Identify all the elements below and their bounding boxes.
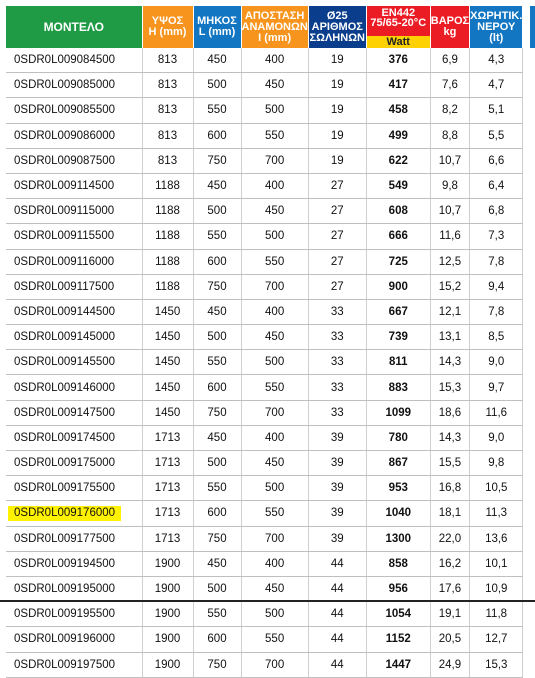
cell-tubes: 27: [308, 224, 366, 249]
cell-distance: 700: [241, 274, 308, 299]
cell-distance: 700: [241, 526, 308, 551]
cell-water: 10,1: [470, 551, 523, 576]
cell-water: 8,5: [470, 325, 523, 350]
cell-length: 500: [193, 325, 241, 350]
cell-length: 500: [193, 576, 241, 601]
table-row: [6, 123, 523, 148]
cell-model: 0SDR0L009147500: [6, 400, 142, 425]
cell-model: 0SDR0L009144500: [6, 299, 142, 324]
cell-tubes: 19: [308, 98, 366, 123]
cell-height: 1713: [142, 425, 193, 450]
table-row: [6, 400, 523, 425]
cell-water: 10,9: [470, 576, 523, 601]
cell-length: 500: [193, 73, 241, 98]
table-row: [6, 627, 523, 652]
cell-height: 1900: [142, 576, 193, 601]
cell-length: 600: [193, 501, 241, 526]
cell-height: 1713: [142, 476, 193, 501]
cell-model: 0SDR0L009145000: [6, 325, 142, 350]
cell-watt: 858: [366, 551, 430, 576]
cell-model: 0SDR0L009115500: [6, 224, 142, 249]
cell-length: 450: [193, 551, 241, 576]
cell-distance: 450: [241, 576, 308, 601]
col-header-water: ΧΩΡΗΤΙΚ. ΝΕΡΟΥ (lt): [470, 6, 523, 48]
cell-watt: 666: [366, 224, 430, 249]
cell-watt: 458: [366, 98, 430, 123]
cell-tubes: 27: [308, 173, 366, 198]
table-row: [6, 375, 523, 400]
cell-watt: 667: [366, 299, 430, 324]
cell-tubes: 27: [308, 274, 366, 299]
col-header-power: EN442 75/65-20°C Watt: [366, 6, 430, 48]
cell-height: 1900: [142, 602, 193, 627]
cell-water: 9,0: [470, 350, 523, 375]
cell-weight: 16,2: [430, 551, 469, 576]
cell-watt: 725: [366, 249, 430, 274]
cell-weight: 20,5: [430, 627, 469, 652]
cell-weight: 8,8: [430, 123, 469, 148]
cell-length: 550: [193, 350, 241, 375]
cell-distance: 450: [241, 451, 308, 476]
cell-distance: 700: [241, 652, 308, 677]
cell-model: 0SDR0L009115000: [6, 199, 142, 224]
table-row: [6, 299, 523, 324]
col-header-height: ΥΨΟΣ H (mm): [142, 6, 193, 48]
cell-distance: 500: [241, 476, 308, 501]
cell-model: 0SDR0L009085000: [6, 73, 142, 98]
cell-watt: 499: [366, 123, 430, 148]
cell-water: 5,1: [470, 98, 523, 123]
cell-tubes: 39: [308, 501, 366, 526]
cell-watt: 956: [366, 576, 430, 601]
cell-watt: 1300: [366, 526, 430, 551]
cell-water: 11,8: [470, 602, 523, 627]
cell-watt: 883: [366, 375, 430, 400]
cell-tubes: 33: [308, 299, 366, 324]
table-row: [6, 224, 523, 249]
cell-distance: 450: [241, 325, 308, 350]
cell-length: 750: [193, 400, 241, 425]
cell-height: 1188: [142, 249, 193, 274]
cell-weight: 7,6: [430, 73, 469, 98]
cell-tubes: 39: [308, 425, 366, 450]
cell-length: 550: [193, 224, 241, 249]
cell-model: 0SDR0L009087500: [6, 148, 142, 173]
table-row: [6, 48, 523, 73]
cell-distance: 400: [241, 173, 308, 198]
table-row: [6, 73, 523, 98]
cell-height: 813: [142, 73, 193, 98]
cell-distance: 500: [241, 350, 308, 375]
cell-height: 1713: [142, 501, 193, 526]
radiator-spec-table: [6, 6, 523, 678]
cell-distance: 400: [241, 425, 308, 450]
cell-weight: 12,5: [430, 249, 469, 274]
table-row: [6, 325, 523, 350]
cell-distance: 550: [241, 123, 308, 148]
cell-height: 1188: [142, 173, 193, 198]
table-row: [6, 576, 523, 601]
cell-weight: 12,1: [430, 299, 469, 324]
cell-tubes: 33: [308, 325, 366, 350]
cell-length: 450: [193, 48, 241, 73]
cell-water: 9,0: [470, 425, 523, 450]
col-header-model: ΜΟΝΤΕΛΟ: [6, 6, 142, 48]
table-row: [6, 652, 523, 677]
cell-model: [6, 501, 142, 526]
cell-tubes: 33: [308, 375, 366, 400]
cell-tubes: 27: [308, 199, 366, 224]
cell-length: 750: [193, 526, 241, 551]
cell-watt: 1054: [366, 602, 430, 627]
cell-model: 0SDR0L009195500: [6, 602, 142, 627]
cell-length: 550: [193, 602, 241, 627]
cell-water: 11,3: [470, 501, 523, 526]
cell-watt: 900: [366, 274, 430, 299]
cell-distance: 500: [241, 98, 308, 123]
cell-distance: 400: [241, 48, 308, 73]
cell-height: 1900: [142, 627, 193, 652]
cell-model: 0SDR0L009084500: [6, 48, 142, 73]
cell-tubes: 39: [308, 476, 366, 501]
cell-watt: 1040: [366, 501, 430, 526]
cell-tubes: 39: [308, 526, 366, 551]
cell-length: 450: [193, 173, 241, 198]
table-row: [6, 98, 523, 123]
table-row: [6, 274, 523, 299]
cell-height: 1450: [142, 400, 193, 425]
cell-weight: 16,8: [430, 476, 469, 501]
cell-height: 813: [142, 148, 193, 173]
cell-watt: 1152: [366, 627, 430, 652]
cell-watt: 417: [366, 73, 430, 98]
cell-weight: 22,0: [430, 526, 469, 551]
cell-model: 0SDR0L009175500: [6, 476, 142, 501]
cell-length: 600: [193, 627, 241, 652]
cell-water: 7,3: [470, 224, 523, 249]
cell-weight: 9,8: [430, 173, 469, 198]
cell-tubes: 44: [308, 627, 366, 652]
cell-length: 750: [193, 148, 241, 173]
table-body: [6, 48, 523, 677]
cell-watt: 376: [366, 48, 430, 73]
cell-length: 550: [193, 98, 241, 123]
cell-water: 9,4: [470, 274, 523, 299]
cell-tubes: 19: [308, 48, 366, 73]
cell-water: 11,6: [470, 400, 523, 425]
cell-watt: 608: [366, 199, 430, 224]
cell-model: 0SDR0L009114500: [6, 173, 142, 198]
table-row: [6, 148, 523, 173]
cell-distance: 700: [241, 400, 308, 425]
cell-model: 0SDR0L009177500: [6, 526, 142, 551]
cell-height: 1450: [142, 350, 193, 375]
table-row: [6, 501, 523, 526]
cell-weight: 18,6: [430, 400, 469, 425]
cell-length: 500: [193, 451, 241, 476]
cell-tubes: 19: [308, 73, 366, 98]
cell-distance: 450: [241, 199, 308, 224]
cell-height: 813: [142, 48, 193, 73]
cell-model: 0SDR0L009174500: [6, 425, 142, 450]
cell-height: 1713: [142, 451, 193, 476]
cell-height: 1450: [142, 299, 193, 324]
cell-tubes: 33: [308, 350, 366, 375]
cell-weight: 24,9: [430, 652, 469, 677]
cell-water: 10,5: [470, 476, 523, 501]
cell-length: 750: [193, 652, 241, 677]
col-header-weight: ΒΑΡΟΣ kg: [430, 6, 469, 48]
cell-distance: 500: [241, 224, 308, 249]
table-row: [6, 551, 523, 576]
cell-watt: 549: [366, 173, 430, 198]
cell-model: 0SDR0L009146000: [6, 375, 142, 400]
cell-weight: 15,2: [430, 274, 469, 299]
cell-distance: 450: [241, 73, 308, 98]
cell-model: 0SDR0L009145500: [6, 350, 142, 375]
cell-tubes: 27: [308, 249, 366, 274]
cell-watt: 811: [366, 350, 430, 375]
cell-water: 15,3: [470, 652, 523, 677]
cell-watt: 1099: [366, 400, 430, 425]
cell-watt: 1447: [366, 652, 430, 677]
cell-weight: 10,7: [430, 199, 469, 224]
cell-length: 750: [193, 274, 241, 299]
cell-height: 1450: [142, 375, 193, 400]
cell-watt: 867: [366, 451, 430, 476]
cell-water: 9,8: [470, 451, 523, 476]
cell-watt: 780: [366, 425, 430, 450]
cell-distance: 550: [241, 627, 308, 652]
cell-length: 600: [193, 123, 241, 148]
table-row: [6, 350, 523, 375]
cell-watt: 739: [366, 325, 430, 350]
cell-distance: 550: [241, 375, 308, 400]
cell-weight: 6,9: [430, 48, 469, 73]
cell-length: 450: [193, 299, 241, 324]
cell-model: 0SDR0L009195000: [6, 576, 142, 601]
next-column-edge: [530, 6, 535, 48]
table-row: [6, 249, 523, 274]
cell-height: 1450: [142, 325, 193, 350]
cell-weight: 19,1: [430, 602, 469, 627]
cell-water: 5,5: [470, 123, 523, 148]
cell-tubes: 19: [308, 148, 366, 173]
cell-distance: 400: [241, 299, 308, 324]
table-row: [6, 602, 523, 627]
cell-tubes: 19: [308, 123, 366, 148]
cell-model: 0SDR0L009117500: [6, 274, 142, 299]
cell-tubes: 44: [308, 602, 366, 627]
cell-water: 4,3: [470, 48, 523, 73]
cell-water: 12,7: [470, 627, 523, 652]
table-row: [6, 526, 523, 551]
cell-height: 1900: [142, 551, 193, 576]
bottom-rule: [0, 600, 535, 602]
cell-weight: 17,6: [430, 576, 469, 601]
col-header-distance: ΑΠΟΣΤΑΣΗ ΑΝΑΜΟΝΩΝ I (mm): [241, 6, 308, 48]
cell-height: 1188: [142, 224, 193, 249]
table-row: [6, 173, 523, 198]
cell-tubes: 44: [308, 551, 366, 576]
cell-weight: 15,5: [430, 451, 469, 476]
cell-watt: 622: [366, 148, 430, 173]
cell-model: 0SDR0L009197500: [6, 652, 142, 677]
cell-tubes: 33: [308, 400, 366, 425]
cell-water: 6,8: [470, 199, 523, 224]
cell-weight: 18,1: [430, 501, 469, 526]
cell-model: 0SDR0L009086000: [6, 123, 142, 148]
cell-weight: 14,3: [430, 425, 469, 450]
highlighted-model: 0SDR0L009176000: [8, 506, 121, 521]
cell-length: 500: [193, 199, 241, 224]
cell-model: 0SDR0L009116000: [6, 249, 142, 274]
cell-tubes: 44: [308, 652, 366, 677]
table-row: [6, 199, 523, 224]
cell-model: 0SDR0L009175000: [6, 451, 142, 476]
cell-height: 813: [142, 123, 193, 148]
cell-weight: 8,2: [430, 98, 469, 123]
cell-watt: 953: [366, 476, 430, 501]
cell-tubes: 44: [308, 576, 366, 601]
cell-water: 7,8: [470, 249, 523, 274]
cell-water: 13,6: [470, 526, 523, 551]
cell-model: 0SDR0L009196000: [6, 627, 142, 652]
col-header-length: ΜΗΚΟΣ L (mm): [193, 6, 241, 48]
cell-distance: 550: [241, 501, 308, 526]
col-header-tubes: Ø25 ΑΡΙΘΜΟΣ ΣΩΛΗΝΩΝ: [308, 6, 366, 48]
cell-weight: 11,6: [430, 224, 469, 249]
cell-water: 7,8: [470, 299, 523, 324]
cell-water: 6,6: [470, 148, 523, 173]
table-row: [6, 425, 523, 450]
cell-length: 550: [193, 476, 241, 501]
cell-height: 1900: [142, 652, 193, 677]
cell-distance: 700: [241, 148, 308, 173]
cell-height: 813: [142, 98, 193, 123]
cell-water: 4,7: [470, 73, 523, 98]
cell-weight: 15,3: [430, 375, 469, 400]
cell-model: 0SDR0L009194500: [6, 551, 142, 576]
cell-water: 9,7: [470, 375, 523, 400]
cell-distance: 550: [241, 249, 308, 274]
cell-height: 1713: [142, 526, 193, 551]
header-row: [6, 6, 523, 48]
cell-distance: 500: [241, 602, 308, 627]
table-row: [6, 451, 523, 476]
cell-height: 1188: [142, 274, 193, 299]
cell-weight: 13,1: [430, 325, 469, 350]
cell-distance: 400: [241, 551, 308, 576]
cell-weight: 14,3: [430, 350, 469, 375]
cell-tubes: 39: [308, 451, 366, 476]
cell-model: 0SDR0L009085500: [6, 98, 142, 123]
cell-water: 6,4: [470, 173, 523, 198]
cell-height: 1188: [142, 199, 193, 224]
cell-length: 600: [193, 375, 241, 400]
cell-length: 450: [193, 425, 241, 450]
cell-length: 600: [193, 249, 241, 274]
table-row: [6, 476, 523, 501]
cell-weight: 10,7: [430, 148, 469, 173]
